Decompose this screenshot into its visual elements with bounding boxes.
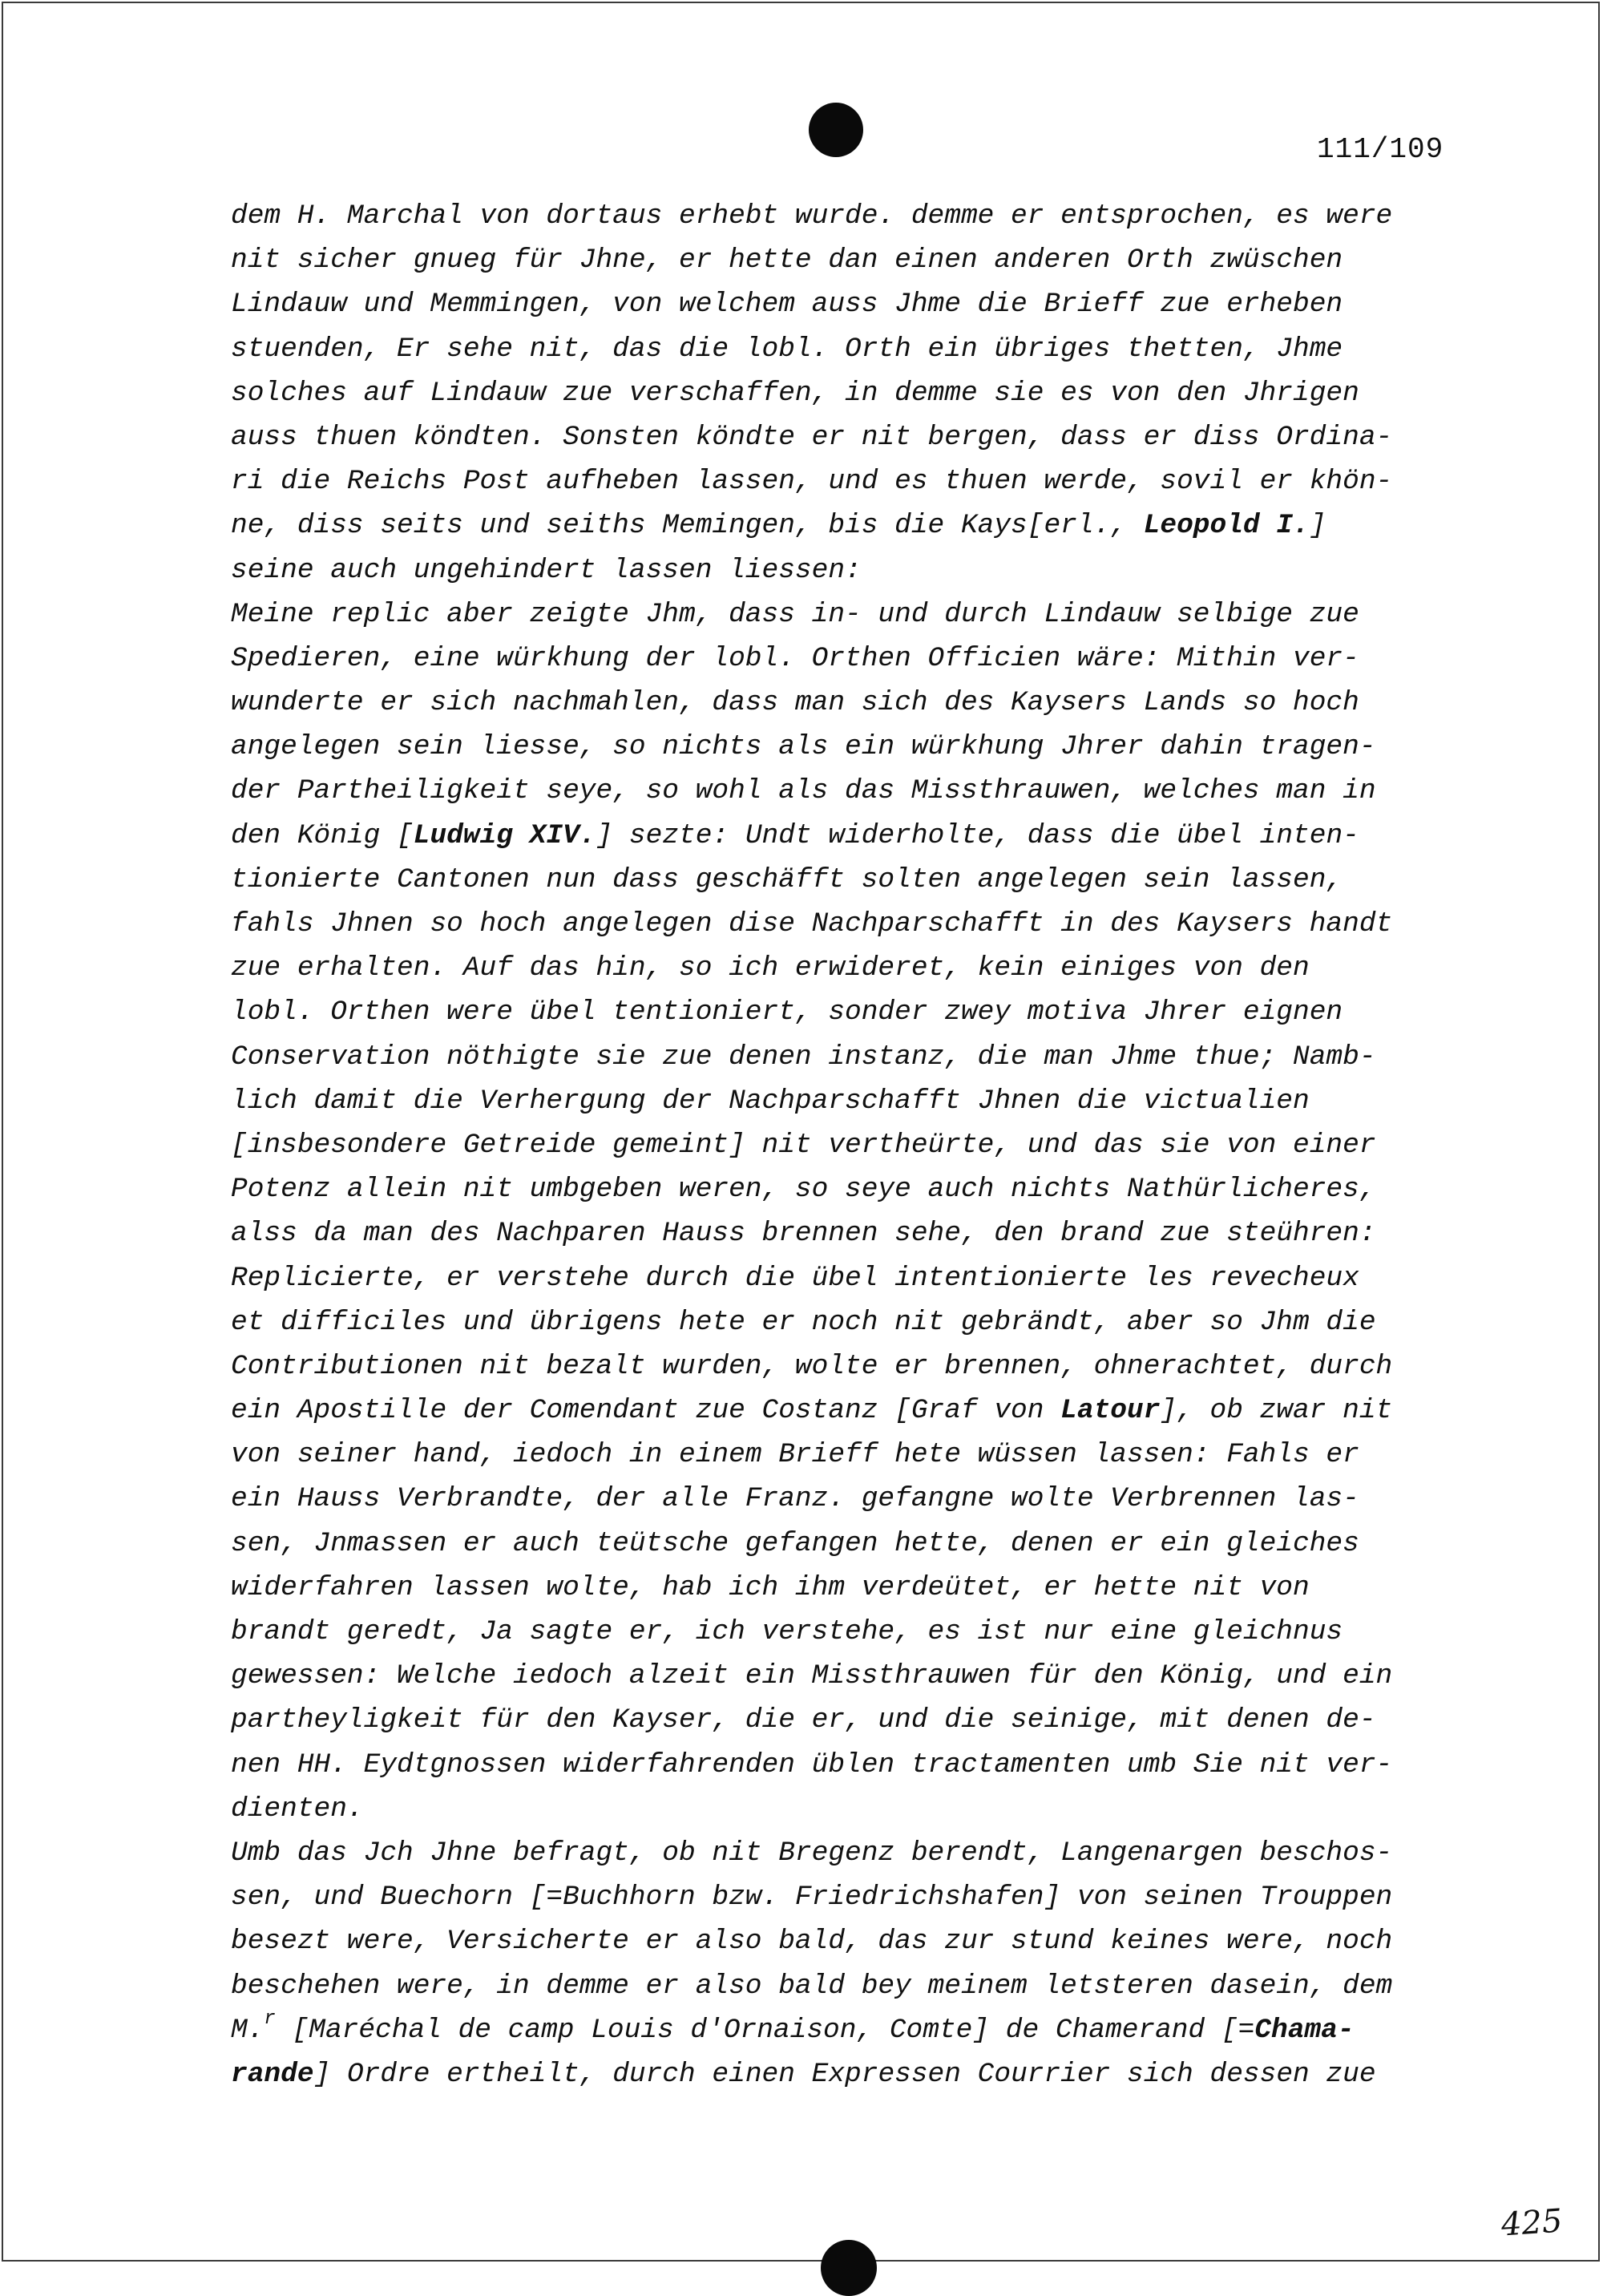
text-line bbox=[231, 1831, 1465, 1875]
text-run: [insbesondere Getreide gemeint] nit vertheürte, und das sie von einer bbox=[231, 1129, 1376, 1161]
text-run: Potenz allein nit umbgeben weren, so seye auch nichts Nathürlicheres, bbox=[231, 1174, 1376, 1206]
text-line bbox=[231, 1787, 1465, 1831]
text-line bbox=[231, 946, 1465, 990]
text-line bbox=[231, 902, 1465, 946]
text-run: zue erhalten. Auf das hin, so ich erwideret, kein einiges von den bbox=[231, 952, 1310, 984]
text-run: beschehen were, in demme er also bald bey meinem letsteren dasein, dem bbox=[231, 1970, 1393, 2002]
text-run: Meine replic aber zeigte Jhm, dass in- und durch Lindauw selbige zue bbox=[231, 598, 1359, 630]
text-run: brandt geredt, Ja sagte er, ich verstehe, es ist nur eine gleichnus bbox=[231, 1616, 1343, 1647]
bold-text: Ludwig XIV. bbox=[413, 819, 596, 851]
text-line bbox=[231, 238, 1465, 282]
text-run: et difficiles und übrigens hete er noch nit gebrändt, aber so Jhm die bbox=[231, 1306, 1376, 1338]
handwritten-folio-number: 425 bbox=[1500, 2202, 1564, 2244]
text-run: Contributionen nit bezalt wurden, wolte er brennen, ohnerachtet, durch bbox=[231, 1350, 1393, 1382]
bold-text: Chama- bbox=[1254, 2014, 1355, 2046]
text-line bbox=[231, 637, 1465, 681]
text-run: besezt were, Versicherte er also bald, das zur stund keines were, noch bbox=[231, 1926, 1393, 1958]
text-line bbox=[231, 1610, 1465, 1654]
text-run: seine auch ungehindert lassen liessen: bbox=[231, 554, 862, 586]
punch-hole-top bbox=[809, 103, 863, 157]
text-line bbox=[231, 1256, 1465, 1300]
text-run: ne, diss seits und seiths Memingen, bis die Kays[erl., bbox=[231, 510, 1144, 542]
punch-hole-bottom bbox=[821, 2240, 877, 2296]
text-run: M. bbox=[231, 2014, 264, 2046]
text-run: lobl. Orthen were übel tentioniert, sonder zwey motiva Jhrer eignen bbox=[231, 996, 1343, 1029]
text-line bbox=[231, 327, 1465, 371]
text-line bbox=[231, 725, 1465, 769]
text-line bbox=[231, 2052, 1465, 2096]
text-line bbox=[231, 1123, 1465, 1167]
text-line bbox=[231, 1433, 1465, 1477]
text-line bbox=[231, 282, 1465, 326]
text-run: gewessen: Welche iedoch alzeit ein Missthrauwen für den König, und ein bbox=[231, 1660, 1393, 1692]
text-line bbox=[231, 1344, 1465, 1389]
document-body bbox=[231, 194, 1465, 2096]
text-run: Conservation nöthigte sie zue denen instanz, die man Jhme thue; Namb- bbox=[231, 1041, 1376, 1073]
text-run: fahls Jhnen so hoch angelegen dise Nachparschafft in des Kaysers handt bbox=[231, 908, 1393, 940]
text-line bbox=[231, 415, 1465, 459]
text-line bbox=[231, 1566, 1465, 1610]
text-line bbox=[231, 681, 1465, 725]
text-run: sen, und Buechorn [=Buchhorn bzw. Friedrichshafen] von seinen Trouppen bbox=[231, 1882, 1393, 1914]
text-run: nen HH. Eydtgnossen widerfahrenden üblen tractamenten umb Sie nit ver- bbox=[231, 1748, 1393, 1781]
text-line bbox=[231, 1743, 1465, 1787]
bold-text: rande bbox=[231, 2058, 314, 2090]
text-run: der Partheiligkeit seye, so wohl als das Missthrauwen, welches man in bbox=[231, 775, 1376, 807]
text-line bbox=[231, 371, 1465, 415]
text-line bbox=[231, 858, 1465, 902]
text-line bbox=[231, 1698, 1465, 1742]
text-run: von seiner hand, iedoch in einem Brieff hete wüssen lassen: Fahls er bbox=[231, 1439, 1359, 1471]
text-run: stuenden, Er sehe nit, das die lobl. Orth ein übriges thetten, Jhme bbox=[231, 333, 1343, 365]
text-line bbox=[231, 1300, 1465, 1344]
text-run: Umb das Jch Jhne befragt, ob nit Bregenz berendt, Langenargen beschos- bbox=[231, 1837, 1393, 1869]
text-line bbox=[231, 459, 1465, 503]
text-run: Spedieren, eine würkhung der lobl. Orthen Officien wäre: Mithin ver- bbox=[231, 642, 1359, 674]
text-line bbox=[231, 1079, 1465, 1123]
bold-text: Leopold I. bbox=[1143, 510, 1310, 542]
text-run: den König [ bbox=[231, 819, 414, 851]
text-run: solches auf Lindauw zue verschaffen, in demme sie es von den Jhrigen bbox=[231, 377, 1359, 409]
text-line bbox=[231, 1522, 1465, 1566]
text-run: partheyligkeit für den Kayser, die er, und die seinige, mit denen de- bbox=[231, 1704, 1376, 1736]
text-run: ein Apostille der Comendant zue Costanz [Graf von bbox=[231, 1395, 1061, 1427]
text-run: auss thuen köndten. Sonsten köndte er nit bergen, dass er diss Ordina- bbox=[231, 421, 1393, 453]
text-run: ], ob zwar nit bbox=[1160, 1395, 1393, 1427]
text-run: lich damit die Verhergung der Nachparschafft Jhnen die victualien bbox=[231, 1085, 1310, 1117]
text-run: widerfahren lassen wolte, hab ich ihm verdeütet, er hette nit von bbox=[231, 1571, 1310, 1603]
text-line bbox=[231, 503, 1465, 548]
text-line bbox=[231, 769, 1465, 813]
superscript: r bbox=[264, 2008, 276, 2031]
text-run: alss da man des Nachparen Hauss brennen sehe, den brand zue steühren: bbox=[231, 1218, 1376, 1250]
text-run: sen, Jnmassen er auch teütsche gefangen hette, denen er ein gleiches bbox=[231, 1527, 1359, 1559]
bold-text: Latour bbox=[1060, 1395, 1161, 1427]
text-run: ri die Reichs Post aufheben lassen, und es thuen werde, sovil er khön- bbox=[231, 466, 1393, 498]
text-line bbox=[231, 1477, 1465, 1521]
text-line bbox=[231, 548, 1465, 592]
text-run: Lindauw und Memmingen, von welchem auss Jhme die Brieff zue erheben bbox=[231, 289, 1343, 321]
text-line bbox=[231, 1035, 1465, 1079]
text-run: ] Ordre ertheilt, durch einen Expressen Courrier sich dessen zue bbox=[313, 2058, 1376, 2090]
text-line bbox=[231, 1167, 1465, 1211]
text-run: Replicierte, er verstehe durch die übel intentionierte les revecheux bbox=[231, 1262, 1359, 1294]
text-line bbox=[231, 1654, 1465, 1698]
text-run: dienten. bbox=[231, 1793, 364, 1825]
page-number: 111/109 bbox=[1317, 133, 1444, 166]
text-run: dem H. Marchal von dortaus erhebt wurde. demme er entsprochen, es were bbox=[231, 200, 1393, 232]
text-run: tionierte Cantonen nun dass geschäfft solten angelegen sein lassen, bbox=[231, 863, 1343, 895]
text-line bbox=[231, 194, 1465, 238]
text-line bbox=[231, 1875, 1465, 1919]
text-line bbox=[231, 990, 1465, 1034]
text-line bbox=[231, 1211, 1465, 1255]
text-line bbox=[231, 2008, 1465, 2052]
text-run: angelegen sein liesse, so nichts als ein würkhung Jhrer dahin tragen- bbox=[231, 731, 1376, 763]
text-run: ] sezte: Undt widerholte, dass die übel inten- bbox=[596, 819, 1359, 851]
text-line bbox=[231, 1919, 1465, 1963]
text-run: ein Hauss Verbrandte, der alle Franz. gefangne wolte Verbrennen las- bbox=[231, 1483, 1359, 1515]
text-run: wunderte er sich nachmahlen, dass man sich des Kaysers Lands so hoch bbox=[231, 687, 1359, 719]
text-run: ] bbox=[1309, 510, 1326, 542]
text-line bbox=[231, 1964, 1465, 2008]
text-run: nit sicher gnueg für Jhne, er hette dan einen anderen Orth zwüschen bbox=[231, 245, 1343, 277]
text-line bbox=[231, 1389, 1465, 1433]
text-line bbox=[231, 592, 1465, 637]
text-run: [Maréchal de camp Louis d'Ornaison, Comte] de Chamerand [= bbox=[275, 2014, 1255, 2046]
text-line bbox=[231, 814, 1465, 858]
